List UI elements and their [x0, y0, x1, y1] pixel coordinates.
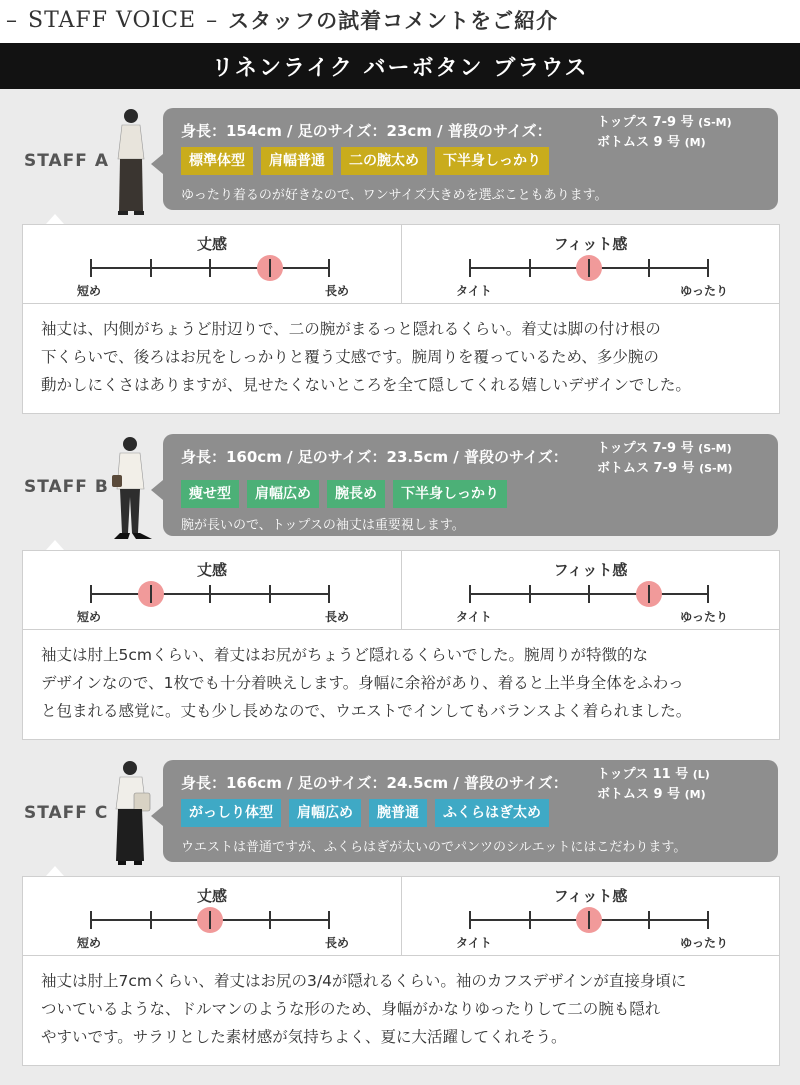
- scale-tick: [90, 585, 92, 603]
- scale-min-label: タイト: [456, 284, 492, 298]
- body-tag: 標準体型: [181, 147, 253, 175]
- card-notch: [46, 540, 64, 550]
- body-type-tags: [181, 799, 549, 827]
- review-text: [41, 641, 771, 725]
- body-tag: 下半身しっかり: [393, 480, 507, 508]
- review-line: デザインなので、1枚でも十分着映えします。身幅に余裕があり、着ると上半身全体をふわっ: [41, 674, 684, 692]
- scale-max-label: ゆったり: [680, 284, 728, 298]
- bottoms-size: ボトムス 9 号: [597, 135, 681, 150]
- body-tag: 肩幅普通: [261, 147, 333, 175]
- product-name-bar: [0, 43, 800, 89]
- scale-tick: [588, 911, 590, 929]
- staff-label: STAFF A: [24, 151, 109, 171]
- card-divider: [23, 629, 779, 630]
- scale-min-label: 短め: [77, 610, 102, 624]
- body-tag: 二の腕太め: [341, 147, 427, 175]
- tops-size-letter: (S-M): [698, 116, 732, 129]
- scale-tick: [529, 259, 531, 277]
- bottoms-size-letter: (M): [684, 788, 706, 801]
- product-name: リネンライク バーボタン ブラウス: [211, 55, 589, 81]
- scale-title: 丈感: [196, 235, 227, 253]
- section-header: [0, 0, 800, 40]
- staff-b-photo: [108, 435, 156, 543]
- review-text: [41, 967, 771, 1051]
- review-card: [22, 876, 780, 1066]
- scale-tick: [209, 585, 211, 603]
- usual-size: [597, 765, 710, 805]
- scale-tick: [648, 585, 650, 603]
- scale-max-label: 長め: [324, 936, 349, 950]
- review-line: やすいです。サラリとした素材感が気持ちよく、夏に大活躍してくれそう。: [41, 1028, 567, 1046]
- scale-title: 丈感: [196, 887, 227, 905]
- body-tag: 下半身しっかり: [435, 147, 549, 175]
- header-dash: –: [6, 7, 18, 33]
- scale-tick: [90, 911, 92, 929]
- review-line: 下くらいで、後ろはお尻をしっかりと覆う丈感です。腕周りを覆っているため、多少腕の: [41, 348, 659, 366]
- usual-size: [597, 439, 733, 479]
- tops-size: トップス 7-9 号: [597, 115, 694, 130]
- scale-tick: [150, 911, 152, 929]
- scale-max-label: ゆったり: [680, 936, 728, 950]
- staff-stats: 身長：166cm / 足のサイズ：24.5cm / 普段のサイズ：: [181, 774, 568, 792]
- tops-size-letter: (S-M): [698, 442, 732, 455]
- bottoms-size: ボトムス 9 号: [597, 787, 681, 802]
- body-tag: 腕普通: [369, 799, 427, 827]
- scale-tick: [328, 585, 330, 603]
- scale-max-label: 長め: [324, 610, 349, 624]
- staff-comment: ゆったり着るのが好きなので、ワンサイズ大きめを選ぶこともあります。: [181, 188, 608, 203]
- scale-min-label: 短め: [77, 936, 102, 950]
- scale-tick: [588, 259, 590, 277]
- body-tag: ふくらはぎ太め: [435, 799, 549, 827]
- scale-title: フィット感: [553, 887, 628, 905]
- tops-size: トップス 7-9 号: [597, 441, 694, 456]
- scale-tick: [707, 259, 709, 277]
- scale-title: 丈感: [196, 561, 227, 579]
- card-divider: [23, 303, 779, 304]
- scale-tick: [328, 259, 330, 277]
- length-scale: [23, 877, 401, 955]
- review-line: 袖丈は肘上7cmくらい、着丈はお尻の3/4が隠れるくらい。袖のカフスデザインが直接身頃に: [41, 972, 687, 990]
- review-line: 袖丈は肘上5cmくらい、着丈はお尻がちょうど隠れるくらいでした。腕周りが特徴的な: [41, 646, 648, 664]
- scale-min-label: タイト: [456, 610, 492, 624]
- fit-scale: [402, 877, 779, 955]
- length-scale: [23, 225, 401, 303]
- body-tag: 肩幅広め: [289, 799, 361, 827]
- length-scale: [23, 551, 401, 629]
- scale-tick: [150, 259, 152, 277]
- card-notch: [46, 214, 64, 224]
- scale-tick: [209, 259, 211, 277]
- tops-size: トップス 11 号: [597, 767, 689, 782]
- staff-label: STAFF B: [24, 477, 109, 497]
- scale-tick: [588, 585, 590, 603]
- staff-comment: ウエストは普通ですが、ふくらはぎが太いのでパンツのシルエットにはこだわります。: [181, 840, 687, 855]
- review-card: [22, 224, 780, 414]
- tops-size-letter: (L): [692, 768, 710, 781]
- scale-tick: [707, 585, 709, 603]
- card-divider: [23, 955, 779, 956]
- scale-title: フィット感: [553, 235, 628, 253]
- card-notch: [46, 866, 64, 876]
- scale-min-label: タイト: [456, 936, 492, 950]
- scale-tick: [269, 585, 271, 603]
- scale-tick: [648, 911, 650, 929]
- scale-tick: [707, 911, 709, 929]
- scale-tick: [269, 911, 271, 929]
- body-tag: がっしり体型: [181, 799, 281, 827]
- scale-max-label: 長め: [324, 284, 349, 298]
- review-line: ついているような、ドルマンのような形のため、身幅がかなりゆったりして二の腕も隠れ: [41, 1000, 661, 1018]
- staff-stats: 身長：160cm / 足のサイズ：23.5cm / 普段のサイズ：: [181, 448, 568, 466]
- fit-scale: [402, 551, 779, 629]
- header-title-en: STAFF VOICE: [28, 7, 197, 33]
- scale-title: フィット感: [553, 561, 628, 579]
- review-line: 動かしにくさはありますが、見せたくないところを全て隠してくれる嬉しいデザインでした。: [41, 376, 691, 394]
- staff-stats: 身長：154cm / 足のサイズ：23cm / 普段のサイズ：: [181, 122, 552, 140]
- scale-tick: [648, 259, 650, 277]
- scale-tick: [529, 585, 531, 603]
- scale-tick: [90, 259, 92, 277]
- scale-tick: [269, 259, 271, 277]
- scale-tick: [328, 911, 330, 929]
- review-card: [22, 550, 780, 740]
- scale-tick: [150, 585, 152, 603]
- scale-min-label: 短め: [77, 284, 102, 298]
- bottoms-size-letter: (M): [684, 136, 706, 149]
- body-tag: 腕長め: [327, 480, 385, 508]
- scale-tick: [469, 585, 471, 603]
- staff-info-box: [163, 760, 778, 862]
- scale-tick: [209, 911, 211, 929]
- scale-tick: [469, 911, 471, 929]
- staff-c-photo: [110, 759, 154, 869]
- staff-label: STAFF C: [24, 803, 109, 823]
- usual-size: [597, 113, 732, 153]
- header-title-jp: スタッフの試着コメントをご紹介: [228, 9, 559, 33]
- body-tag: 痩せ型: [181, 480, 239, 508]
- header-dash-2: –: [206, 7, 219, 33]
- review-line: と包まれる感覚に。丈も少し長めなので、ウエストでインしてもバランスよく着られました。: [41, 702, 692, 720]
- scale-tick: [469, 259, 471, 277]
- scale-tick: [529, 911, 531, 929]
- review-line: 袖丈は、内側がちょうど肘辺りで、二の腕がまるっと隠れるくらい。着丈は脚の付け根の: [41, 320, 661, 338]
- staff-info-box: [163, 108, 778, 210]
- staff-comment: 腕が長いので、トップスの袖丈は重要視します。: [181, 518, 465, 533]
- body-tag: 肩幅広め: [247, 480, 319, 508]
- body-type-tags: [181, 480, 507, 508]
- staff-list: [0, 89, 800, 1085]
- scale-max-label: ゆったり: [680, 610, 728, 624]
- staff-info-box: [163, 434, 778, 536]
- body-type-tags: [181, 147, 549, 175]
- fit-scale: [402, 225, 779, 303]
- review-text: [41, 315, 771, 399]
- bottoms-size: ボトムス 7-9 号: [597, 461, 695, 476]
- staff-a-photo: [110, 107, 152, 217]
- bottoms-size-letter: (S-M): [699, 462, 733, 475]
